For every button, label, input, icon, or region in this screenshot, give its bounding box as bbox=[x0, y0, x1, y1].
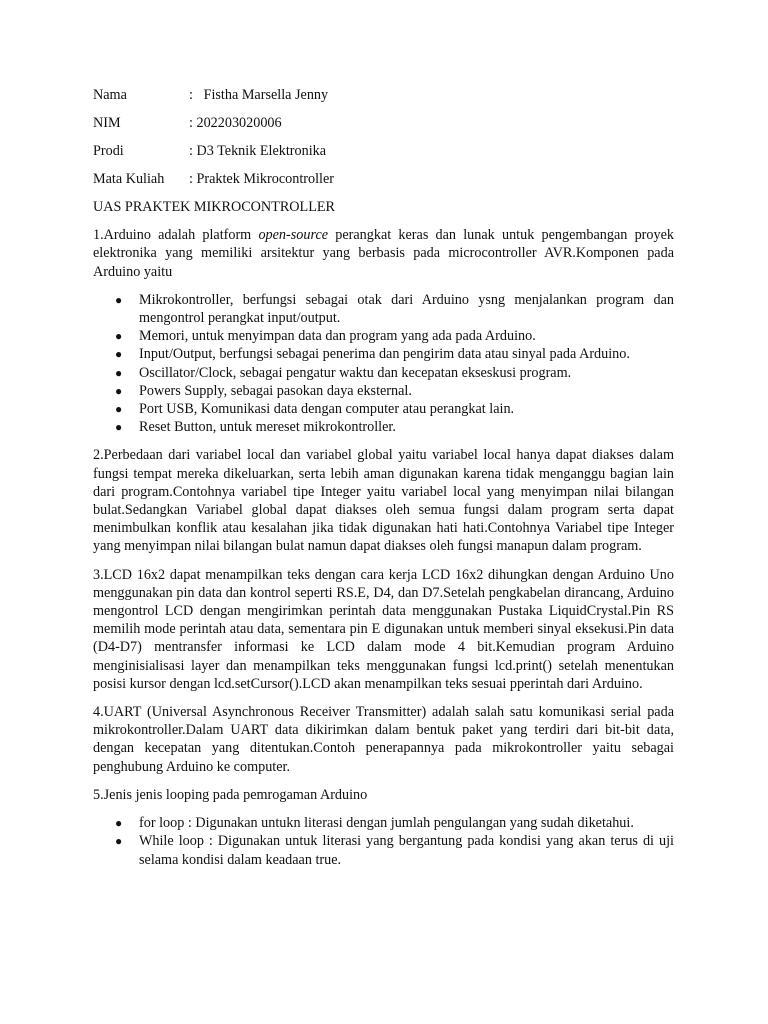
list-item bbox=[93, 291, 674, 327]
answer-1-intro-text: perangkat keras dan lunak untuk pengembangan proyek elektronika yang memiliki arsitektur yang berbasis pada microcontroller AVR.Komponen pada Arduino yaitu bbox=[93, 227, 674, 280]
list-item bbox=[93, 364, 674, 382]
identity-value: : 202203020006 bbox=[189, 115, 282, 131]
bullet-icon: ● bbox=[115, 816, 123, 831]
list-item-text: While loop : Digunakan untuk literasi yang bergantung pada kondisi yang akan terus di uji selama kondisi dalam keadaan true. bbox=[139, 833, 674, 868]
list-item-text: Port USB, Komunikasi data dengan computer atau perangkat lain. bbox=[139, 401, 515, 418]
list-item bbox=[93, 400, 674, 418]
answer-1-intro bbox=[93, 226, 674, 281]
answer-2: 2.Perbedaan dari variabel local dan variabel global yaitu variabel local hanya dapat diakses dalam fungsi tempat mereka dikeluarkan, serta lebih aman digunakan karena tidak menganggu bagian lain dari program.Contohnya variabel tipe Integer yaitu variabel local yang menyimpan nilai bilangan bulat.Sedangkan Variabel global dapat diakses oleh semua fungsi dalam program serta dapat menimbulkan konflik atau kesalahan jika tidak digunakan hati hati.Contohnya Variabel tipe Integer yang menyimpan nilai bilangan bulat namun dapat diakses oleh fungsi manapun dalam program. bbox=[93, 447, 674, 555]
bullet-icon: ● bbox=[115, 365, 123, 380]
identity-label: Mata Kuliah bbox=[93, 171, 165, 187]
identity-row-nim bbox=[93, 114, 674, 132]
identity-row-mata-kuliah bbox=[93, 170, 674, 188]
identity-label: NIM bbox=[93, 115, 121, 131]
bullet-icon: ● bbox=[115, 834, 123, 849]
list-item bbox=[93, 814, 674, 832]
list-item bbox=[93, 418, 674, 436]
bullet-icon: ● bbox=[115, 420, 123, 435]
list-item-text: Powers Supply, sebagai pasokan daya eksternal. bbox=[139, 382, 412, 399]
bullet-icon: ● bbox=[115, 292, 123, 307]
list-item-text: for loop : Digunakan untukn literasi dengan jumlah pengulangan yang sudah diketahui. bbox=[139, 815, 634, 832]
answer-4: 4.UART (Universal Asynchronous Receiver Transmitter) adalah salah satu komunikasi serial pada mikrokontroller.Dalam UART data dikirimkan dalam bentuk paket yang terdiri dari bit-bit data, dengan kecepatan yang ditentukan.Contoh penerapannya pada mikrokontroller yaitu sebagai penghubung Arduino ke computer. bbox=[93, 704, 674, 775]
answer-3: 3.LCD 16x2 dapat menampilkan teks dengan cara kerja LCD 16x2 dihungkan dengan Arduino Uno menggunakan pin data dan kontrol seperti RS.E, D4, dan D7.Setelah pengkabelan dirancang, Arduino mengontrol LCD dengan mengirimkan perintah data menggunakan Pustaka LiquidCrystal.Pin RS memilih mode perintah atau data, sementara pin E digunakan untuk memberi sinyal eksekusi.Pin data (D4-D7) mentransfer informasi ke LCD dalam mode 4 bit.Kemudian program Arduino menginisialisasi layer dan menampilkan teks menggunakan fungsi lcd.print() setelah menentukan posisi kursor dengan lcd.setCursor().LCD akan menampilkan teks sesuai pperintah dari Arduino. bbox=[93, 566, 674, 692]
bullet-icon: ● bbox=[115, 329, 123, 344]
answer-1-intro-text: 1.Arduino adalah platform bbox=[93, 227, 259, 244]
document-title: UAS PRAKTEK MIKROCONTROLLER bbox=[93, 199, 335, 215]
identity-label: Prodi bbox=[93, 143, 124, 159]
identity-value: : Praktek Mikrocontroller bbox=[189, 171, 334, 187]
bullet-icon: ● bbox=[115, 402, 123, 417]
list-item-text: Memori, untuk menyimpan data dan program yang ada pada Arduino. bbox=[139, 328, 536, 345]
identity-value: : Fistha Marsella Jenny bbox=[189, 87, 329, 103]
looping-list bbox=[93, 814, 674, 869]
answer-1-emphasis: open-source bbox=[258, 227, 329, 244]
identity-row-nama bbox=[93, 86, 674, 104]
list-item-text: Oscillator/Clock, sebagai pengatur waktu dan kecepatan ekseskusi program. bbox=[139, 364, 572, 381]
list-item bbox=[93, 345, 674, 363]
list-item-text: Reset Button, untuk mereset mikrokontroller. bbox=[139, 419, 396, 436]
list-item bbox=[93, 832, 674, 868]
list-item bbox=[93, 327, 674, 345]
list-item bbox=[93, 382, 674, 400]
bullet-icon: ● bbox=[115, 347, 123, 362]
bullet-icon: ● bbox=[115, 383, 123, 398]
answer-5-intro: 5.Jenis jenis looping pada pemrogaman Arduino bbox=[93, 786, 368, 803]
identity-label: Nama bbox=[93, 87, 127, 103]
component-list bbox=[93, 291, 674, 437]
identity-value: : D3 Teknik Elektronika bbox=[189, 143, 327, 159]
identity-row-prodi bbox=[93, 142, 674, 160]
list-item-text: Input/Output, berfungsi sebagai penerima dan pengirim data atau sinyal pada Arduino. bbox=[139, 346, 630, 363]
document-body bbox=[93, 86, 674, 879]
list-item-text: Mikrokontroller, berfungsi sebagai otak dari Arduino ysng menjalankan program dan mengontrol perangkat input/output. bbox=[139, 291, 674, 327]
